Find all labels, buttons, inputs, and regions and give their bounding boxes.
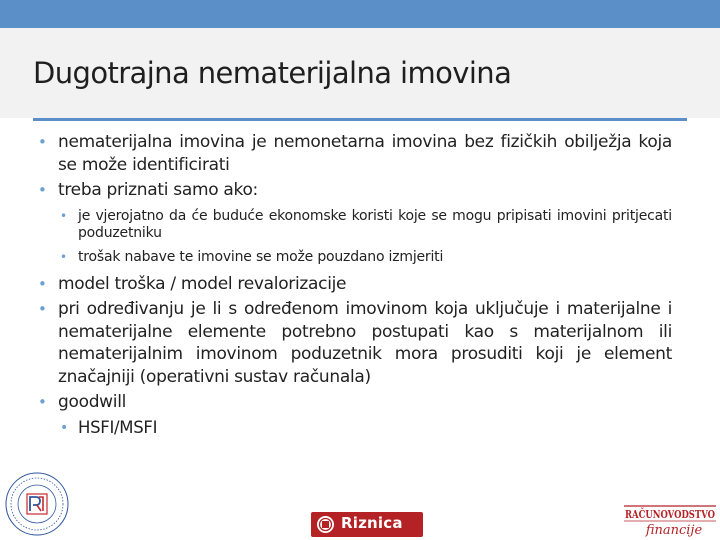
bullet-glyph: • bbox=[38, 393, 47, 411]
bullet-glyph: • bbox=[38, 133, 47, 151]
financije-script: financije bbox=[645, 523, 703, 538]
riznica-emblem-icon bbox=[316, 515, 335, 534]
sub-bullet-text: trošak nabave te imovine se može pouzdano izmjeriti bbox=[78, 248, 444, 265]
bullet-text: pri određivanju je li s određenom imovinom koja uključuje i materijalne i nematerijalne elemente potrebno postupati kao s materijalnom ili nematerijalnim imovinom poduzetnik mora prosuditi koji je element značajniji (operativni sustav računala) bbox=[58, 299, 672, 387]
bullet-item-4 bbox=[38, 298, 672, 388]
bullet-glyph: • bbox=[60, 419, 68, 436]
bullet-item-5 bbox=[38, 391, 672, 414]
bullet-text: goodwill bbox=[58, 392, 127, 412]
bullet-item-2 bbox=[38, 179, 672, 202]
riznica-wordmark: Riznica bbox=[341, 514, 403, 532]
bullet-glyph: • bbox=[60, 249, 67, 264]
racunovodstvo-financije-logo bbox=[622, 496, 718, 540]
sub-bullet-text: je vjerojatno da će buduće ekonomske koristi koje se mogu pripisati imovini pritjecati poduzetniku bbox=[78, 207, 672, 241]
title-rule bbox=[33, 118, 687, 121]
top-accent-bar bbox=[0, 0, 720, 28]
bullet-glyph: • bbox=[38, 274, 47, 293]
sub-bullet-text: HSFI/MSFI bbox=[78, 417, 158, 437]
bullet-text: nematerijalna imovina je nemonetarna imovina bez fizičkih obilježja koja se može identificirati bbox=[58, 132, 672, 175]
association-seal-logo bbox=[3, 470, 71, 538]
riznica-logo bbox=[311, 512, 423, 537]
bullet-glyph: • bbox=[60, 208, 67, 223]
bullet-item-1 bbox=[38, 131, 672, 176]
sub-bullet-item-2 bbox=[58, 249, 672, 266]
bullet-item-3 bbox=[38, 273, 672, 296]
racunovodstvo-wordmark: RAČUNOVODSTVO bbox=[625, 507, 715, 521]
bullet-text: model troška / model revalorizacije bbox=[58, 273, 347, 294]
sub-bullet-item-1 bbox=[58, 208, 672, 242]
bullet-glyph: • bbox=[38, 181, 47, 199]
bullet-text: treba priznati samo ako: bbox=[58, 180, 258, 200]
slide-content bbox=[38, 131, 672, 439]
bullet-glyph: • bbox=[38, 300, 47, 318]
slide-title: Dugotrajna nematerijalna imovina bbox=[33, 56, 512, 90]
sub-bullet-item-3 bbox=[58, 417, 672, 439]
